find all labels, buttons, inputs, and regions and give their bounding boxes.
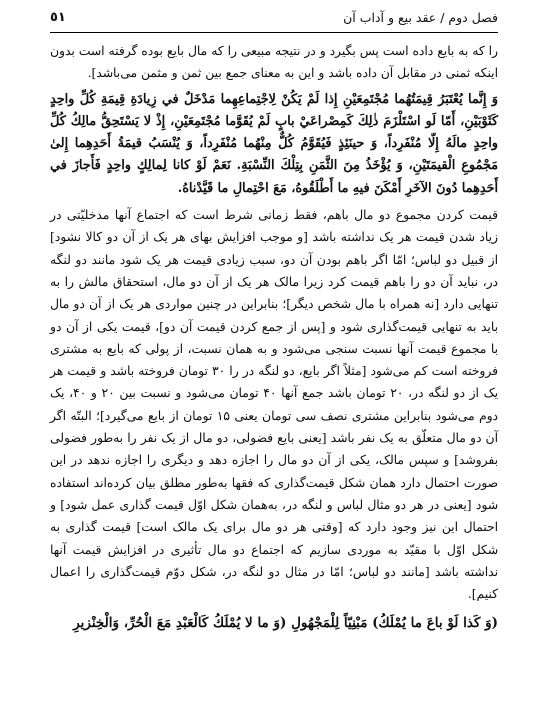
page-number: ٥١ — [50, 9, 66, 25]
arabic-quotation-2: (وَ كَذا لَوْ باعَ ما يُمْلَكُ) مَبْنِيّاً لِلْمَجْهُولِ (وَ ما لا يُمْلَكُ كَالْعَبْدِ مَعَ الْحُرِّ، وَالْخِنْزيرِ — [73, 615, 498, 632]
page-header — [50, 4, 498, 30]
persian-paragraph-1: را که به بایع داده است پس بگیرد و در نتیجه مبیعی را که مال بایع بوده گرفته است بدون اینکه ثمنی در مقابل آن داده باشد و این به معنای جمع بین ثمن و مثمن می‌باشد]. — [50, 44, 498, 81]
header-rule — [50, 32, 498, 33]
persian-paragraph-2: قیمت کردن مجموع دو مال باهم، فقط زمانی شرط است که اجتماع آنها مدخلیّتی در زیاد شدن قیمت هر یک نداشته باشد [و موجب افزایش بهای هر یک از آن دو کالا نشود] از قبیل دو لباس؛ امّا اگر باهم بودن آن دو، سبب زیادی قیمت هر یک شود مانند دو لنگه در، نباید آن دو را باهم قیمت کرد زیرا مالک هر یک از آن دو مال، استحقاق مالش را به تنهایی دارد [نه همراه با مال شخص دیگر]؛ بنابراین در چنین مواردی هر یک از آن دو مال باید به تنهایی قیمت‌گذاری شود و [پس از جمع کردن قیمت آن دو]، قیمت یکی از آن دو با مجموع قیمت آنها نسبت سنجی می‌شود و به همان نسبت، از پولی که بایع به مشتری فروخته است کم می‌شود [مثلاً اگر بایع، دو لنگه در را ۳۰ تومان فروخته باشد و قیمت هر یک از دو لنگه در، ۲۰ تومان باشد جمع آنها ۴۰ تومان می‌شود و نسبت بین ۲۰ و ۴۰، یک دوم می‌شود بنابراین مشتری نصف سی تومان یعنی ۱۵ تومان از بایع می‌گیرد]؛ البتّه اگر آن دو مال متعلّق به یک نفر باشد [یعنی بایع فضولی، دو مال از یک نفر را به‌طور فضولی بفروشد] و سپس مالک، یکی از آن دو مال را اجازه دهد و دیگری را اجازه ندهد در این صورت احتمال دارد همان شکل قیمت‌گذاری که فقها به‌طور مطلق بیان کرده‌اند استفاده شود [یعنی در هر دو مثال لباس و لنگه در، به‌همان شکل اوّل قیمت گذاری عمل شود] و احتمال این نیز وجود دارد که [وقتی هر دو مال برای یک مالک است] قیمت گذاری به شکل اوّل با مقیّد به موردی سازیم که اجتماع دو مال تأثیری در افزایش قیمت آنها نداشته باشد [مانند دو لباس؛ امّا در مثال دو لنگه در، شکل دوّم قیمت‌گذاری را اعمال کنیم]. — [50, 208, 499, 602]
arabic-quotation: وَ إِنَّما يُعْتَبَرُ قِيمَتُهُما مُجْتَمِعَيْنِ إِذا لَمْ يَكُنْ لِاجْتِماعِهِما مَدْخَلٌ في زِيادَةِ قِيمَةِ كُلِّ واحِدٍ كَثَوْبَيْنِ، أَمّا لَو اسْتَلْزَمَ ذٰلِكَ كَمِصْراعَيْ بابٍ لَمْ يُقَوَّما مُجْتَمِعَيْنِ، إِذْ لا يَسْتَحِقُّ مالِكُ كُلِّ واحِدٍ مالَهُ إِلّا مُنْفَرِداً، وَ حينَئِذٍ فَيُقَوَّمُ كُلٌّ مِنْهُما مُنْفَرِداً، وَ يُنْسَبُ قيمَةُ أَحَدِهِما إِلىٰ مَجْمُوعِ الْقيمَتَيْنِ، وَ يُؤْخَذُ مِنَ الثَّمَنِ بِتِلْكَ النِّسْبَةِ. نَعَمْ لَوْ كانا لِمالِكٍ واحِدٍ فَأَجازَ في أَحَدِهِما دُونَ الآخَرِ أَمْكَنَ فيهِ ما أَطْلَقُوهُ، مَعَ احْتِمالِ ما قَيَّدْناهُ. — [50, 91, 498, 196]
running-title: فصل دوم / عقد بیع و آداب آن — [343, 9, 498, 25]
page-body — [50, 40, 498, 724]
